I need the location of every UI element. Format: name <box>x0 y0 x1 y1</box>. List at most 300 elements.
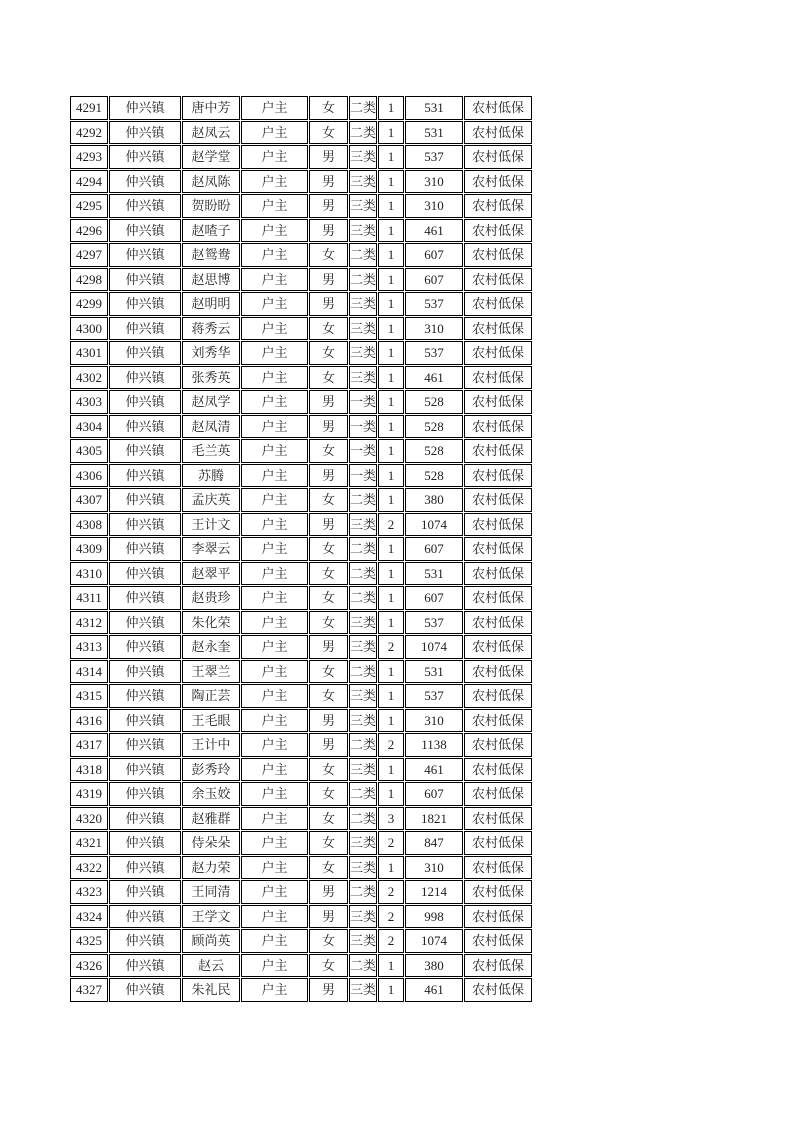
cell-serial: 4318 <box>70 758 108 782</box>
cell-town: 仲兴镇 <box>109 978 181 1002</box>
cell-household-count: 1 <box>378 145 404 169</box>
cell-program: 农村低保 <box>464 243 532 267</box>
cell-household-count: 1 <box>378 978 404 1002</box>
cell-household-count: 2 <box>378 635 404 659</box>
cell-town: 仲兴镇 <box>109 929 181 953</box>
cell-category: 二类 <box>349 880 377 904</box>
cell-relation: 户主 <box>241 562 308 586</box>
cell-amount: 531 <box>405 96 463 120</box>
cell-town: 仲兴镇 <box>109 317 181 341</box>
cell-relation: 户主 <box>241 464 308 488</box>
cell-relation: 户主 <box>241 660 308 684</box>
cell-gender: 女 <box>309 96 348 120</box>
cell-program: 农村低保 <box>464 219 532 243</box>
cell-gender: 女 <box>309 684 348 708</box>
cell-category: 二类 <box>349 243 377 267</box>
cell-relation: 户主 <box>241 439 308 463</box>
table-row <box>70 170 532 194</box>
cell-name: 孟庆英 <box>182 488 240 512</box>
cell-household-count: 1 <box>378 415 404 439</box>
cell-program: 农村低保 <box>464 537 532 561</box>
cell-category: 一类 <box>349 415 377 439</box>
cell-name: 蒋秀云 <box>182 317 240 341</box>
cell-relation: 户主 <box>241 978 308 1002</box>
cell-gender: 女 <box>309 611 348 635</box>
cell-relation: 户主 <box>241 366 308 390</box>
cell-program: 农村低保 <box>464 709 532 733</box>
cell-household-count: 3 <box>378 807 404 831</box>
cell-program: 农村低保 <box>464 292 532 316</box>
cell-program: 农村低保 <box>464 121 532 145</box>
cell-relation: 户主 <box>241 929 308 953</box>
cell-serial: 4314 <box>70 660 108 684</box>
cell-name: 赵雅群 <box>182 807 240 831</box>
cell-relation: 户主 <box>241 341 308 365</box>
cell-serial: 4307 <box>70 488 108 512</box>
cell-household-count: 1 <box>378 439 404 463</box>
cell-relation: 户主 <box>241 684 308 708</box>
cell-town: 仲兴镇 <box>109 170 181 194</box>
table-row <box>70 537 532 561</box>
cell-category: 二类 <box>349 586 377 610</box>
cell-gender: 女 <box>309 121 348 145</box>
cell-name: 王计文 <box>182 513 240 537</box>
cell-amount: 607 <box>405 586 463 610</box>
cell-category: 二类 <box>349 733 377 757</box>
cell-category: 二类 <box>349 954 377 978</box>
cell-gender: 女 <box>309 562 348 586</box>
table-row <box>70 758 532 782</box>
table-row <box>70 513 532 537</box>
cell-name: 赵凤陈 <box>182 170 240 194</box>
cell-gender: 男 <box>309 709 348 733</box>
cell-relation: 户主 <box>241 513 308 537</box>
cell-gender: 男 <box>309 978 348 1002</box>
cell-gender: 男 <box>309 390 348 414</box>
cell-household-count: 1 <box>378 219 404 243</box>
cell-amount: 847 <box>405 831 463 855</box>
cell-program: 农村低保 <box>464 905 532 929</box>
cell-relation: 户主 <box>241 635 308 659</box>
cell-category: 三类 <box>349 929 377 953</box>
cell-town: 仲兴镇 <box>109 537 181 561</box>
cell-household-count: 1 <box>378 537 404 561</box>
cell-serial: 4316 <box>70 709 108 733</box>
cell-amount: 528 <box>405 464 463 488</box>
cell-amount: 461 <box>405 366 463 390</box>
cell-amount: 310 <box>405 709 463 733</box>
cell-amount: 537 <box>405 341 463 365</box>
cell-name: 朱礼民 <box>182 978 240 1002</box>
cell-name: 彭秀玲 <box>182 758 240 782</box>
cell-gender: 男 <box>309 415 348 439</box>
cell-town: 仲兴镇 <box>109 856 181 880</box>
cell-household-count: 2 <box>378 513 404 537</box>
cell-household-count: 1 <box>378 954 404 978</box>
cell-serial: 4313 <box>70 635 108 659</box>
cell-amount: 461 <box>405 758 463 782</box>
cell-relation: 户主 <box>241 96 308 120</box>
cell-name: 顾尚英 <box>182 929 240 953</box>
table-row <box>70 635 532 659</box>
cell-amount: 310 <box>405 170 463 194</box>
table-row <box>70 856 532 880</box>
cell-program: 农村低保 <box>464 635 532 659</box>
cell-category: 三类 <box>349 292 377 316</box>
cell-relation: 户主 <box>241 954 308 978</box>
cell-program: 农村低保 <box>464 488 532 512</box>
cell-relation: 户主 <box>241 268 308 292</box>
cell-serial: 4299 <box>70 292 108 316</box>
cell-household-count: 1 <box>378 562 404 586</box>
cell-program: 农村低保 <box>464 170 532 194</box>
cell-town: 仲兴镇 <box>109 439 181 463</box>
cell-town: 仲兴镇 <box>109 96 181 120</box>
cell-name: 陶正芸 <box>182 684 240 708</box>
cell-household-count: 1 <box>378 488 404 512</box>
cell-relation: 户主 <box>241 586 308 610</box>
cell-serial: 4291 <box>70 96 108 120</box>
table-row <box>70 660 532 684</box>
table-row <box>70 219 532 243</box>
cell-town: 仲兴镇 <box>109 831 181 855</box>
cell-name: 侍朵朵 <box>182 831 240 855</box>
cell-program: 农村低保 <box>464 758 532 782</box>
cell-amount: 531 <box>405 562 463 586</box>
cell-town: 仲兴镇 <box>109 145 181 169</box>
cell-town: 仲兴镇 <box>109 341 181 365</box>
cell-gender: 女 <box>309 488 348 512</box>
cell-gender: 女 <box>309 807 348 831</box>
cell-amount: 528 <box>405 439 463 463</box>
cell-program: 农村低保 <box>464 733 532 757</box>
cell-category: 三类 <box>349 684 377 708</box>
table-row <box>70 341 532 365</box>
cell-relation: 户主 <box>241 758 308 782</box>
cell-serial: 4303 <box>70 390 108 414</box>
cell-category: 三类 <box>349 145 377 169</box>
cell-category: 三类 <box>349 758 377 782</box>
cell-serial: 4320 <box>70 807 108 831</box>
table-row <box>70 831 532 855</box>
cell-category: 三类 <box>349 905 377 929</box>
cell-amount: 528 <box>405 390 463 414</box>
cell-amount: 380 <box>405 488 463 512</box>
cell-serial: 4310 <box>70 562 108 586</box>
cell-amount: 380 <box>405 954 463 978</box>
cell-household-count: 1 <box>378 121 404 145</box>
table-row <box>70 194 532 218</box>
cell-household-count: 1 <box>378 464 404 488</box>
table-row <box>70 366 532 390</box>
cell-gender: 女 <box>309 243 348 267</box>
cell-town: 仲兴镇 <box>109 709 181 733</box>
cell-program: 农村低保 <box>464 439 532 463</box>
cell-amount: 1821 <box>405 807 463 831</box>
cell-amount: 998 <box>405 905 463 929</box>
cell-town: 仲兴镇 <box>109 268 181 292</box>
cell-name: 刘秀华 <box>182 341 240 365</box>
cell-town: 仲兴镇 <box>109 390 181 414</box>
cell-amount: 1074 <box>405 929 463 953</box>
cell-program: 农村低保 <box>464 684 532 708</box>
cell-program: 农村低保 <box>464 268 532 292</box>
table-row <box>70 268 532 292</box>
cell-relation: 户主 <box>241 317 308 341</box>
cell-program: 农村低保 <box>464 807 532 831</box>
cell-category: 三类 <box>349 219 377 243</box>
cell-gender: 男 <box>309 219 348 243</box>
cell-household-count: 2 <box>378 880 404 904</box>
cell-gender: 男 <box>309 635 348 659</box>
cell-program: 农村低保 <box>464 611 532 635</box>
table-row <box>70 880 532 904</box>
table-row <box>70 145 532 169</box>
table-row <box>70 243 532 267</box>
cell-serial: 4311 <box>70 586 108 610</box>
cell-serial: 4296 <box>70 219 108 243</box>
cell-household-count: 1 <box>378 243 404 267</box>
cell-name: 赵贵珍 <box>182 586 240 610</box>
cell-serial: 4324 <box>70 905 108 929</box>
cell-category: 二类 <box>349 537 377 561</box>
cell-name: 赵凤学 <box>182 390 240 414</box>
cell-program: 农村低保 <box>464 390 532 414</box>
table-row <box>70 807 532 831</box>
welfare-table-body <box>70 96 532 1002</box>
cell-amount: 461 <box>405 219 463 243</box>
cell-relation: 户主 <box>241 219 308 243</box>
cell-household-count: 1 <box>378 194 404 218</box>
cell-household-count: 1 <box>378 709 404 733</box>
cell-name: 王学文 <box>182 905 240 929</box>
cell-relation: 户主 <box>241 905 308 929</box>
cell-program: 农村低保 <box>464 513 532 537</box>
cell-category: 三类 <box>349 709 377 733</box>
cell-gender: 男 <box>309 292 348 316</box>
cell-category: 二类 <box>349 782 377 806</box>
cell-gender: 男 <box>309 268 348 292</box>
cell-amount: 1214 <box>405 880 463 904</box>
table-row <box>70 488 532 512</box>
table-row <box>70 464 532 488</box>
cell-name: 赵力荣 <box>182 856 240 880</box>
cell-household-count: 1 <box>378 366 404 390</box>
cell-relation: 户主 <box>241 831 308 855</box>
cell-gender: 男 <box>309 513 348 537</box>
cell-category: 二类 <box>349 96 377 120</box>
cell-name: 赵喳子 <box>182 219 240 243</box>
cell-serial: 4327 <box>70 978 108 1002</box>
cell-program: 农村低保 <box>464 145 532 169</box>
cell-relation: 户主 <box>241 415 308 439</box>
cell-town: 仲兴镇 <box>109 586 181 610</box>
cell-town: 仲兴镇 <box>109 635 181 659</box>
table-row <box>70 121 532 145</box>
cell-program: 农村低保 <box>464 880 532 904</box>
cell-town: 仲兴镇 <box>109 292 181 316</box>
cell-name: 王翠兰 <box>182 660 240 684</box>
cell-town: 仲兴镇 <box>109 219 181 243</box>
cell-town: 仲兴镇 <box>109 880 181 904</box>
cell-category: 三类 <box>349 341 377 365</box>
cell-serial: 4323 <box>70 880 108 904</box>
cell-amount: 310 <box>405 194 463 218</box>
cell-relation: 户主 <box>241 243 308 267</box>
cell-category: 三类 <box>349 978 377 1002</box>
cell-category: 三类 <box>349 513 377 537</box>
cell-serial: 4325 <box>70 929 108 953</box>
cell-gender: 女 <box>309 439 348 463</box>
cell-amount: 528 <box>405 415 463 439</box>
table-row <box>70 586 532 610</box>
cell-amount: 1138 <box>405 733 463 757</box>
cell-gender: 男 <box>309 194 348 218</box>
cell-gender: 男 <box>309 145 348 169</box>
cell-program: 农村低保 <box>464 341 532 365</box>
cell-household-count: 1 <box>378 611 404 635</box>
cell-serial: 4294 <box>70 170 108 194</box>
cell-amount: 607 <box>405 537 463 561</box>
cell-town: 仲兴镇 <box>109 194 181 218</box>
cell-gender: 男 <box>309 464 348 488</box>
cell-serial: 4317 <box>70 733 108 757</box>
cell-gender: 男 <box>309 170 348 194</box>
cell-amount: 537 <box>405 292 463 316</box>
cell-program: 农村低保 <box>464 586 532 610</box>
cell-name: 张秀英 <box>182 366 240 390</box>
cell-serial: 4308 <box>70 513 108 537</box>
cell-amount: 607 <box>405 243 463 267</box>
cell-name: 余玉姣 <box>182 782 240 806</box>
cell-serial: 4326 <box>70 954 108 978</box>
cell-amount: 607 <box>405 782 463 806</box>
cell-household-count: 1 <box>378 782 404 806</box>
cell-name: 赵云 <box>182 954 240 978</box>
cell-serial: 4312 <box>70 611 108 635</box>
cell-serial: 4315 <box>70 684 108 708</box>
cell-town: 仲兴镇 <box>109 954 181 978</box>
cell-relation: 户主 <box>241 145 308 169</box>
cell-relation: 户主 <box>241 537 308 561</box>
cell-serial: 4302 <box>70 366 108 390</box>
cell-category: 一类 <box>349 464 377 488</box>
cell-town: 仲兴镇 <box>109 684 181 708</box>
cell-serial: 4309 <box>70 537 108 561</box>
table-row <box>70 439 532 463</box>
table-row <box>70 611 532 635</box>
cell-town: 仲兴镇 <box>109 562 181 586</box>
cell-amount: 537 <box>405 611 463 635</box>
cell-program: 农村低保 <box>464 782 532 806</box>
cell-gender: 女 <box>309 782 348 806</box>
cell-household-count: 2 <box>378 929 404 953</box>
cell-name: 朱化荣 <box>182 611 240 635</box>
cell-serial: 4292 <box>70 121 108 145</box>
table-row <box>70 292 532 316</box>
cell-relation: 户主 <box>241 611 308 635</box>
cell-category: 三类 <box>349 194 377 218</box>
cell-amount: 531 <box>405 121 463 145</box>
table-row <box>70 954 532 978</box>
table-row <box>70 415 532 439</box>
cell-amount: 310 <box>405 317 463 341</box>
cell-serial: 4306 <box>70 464 108 488</box>
cell-name: 赵思博 <box>182 268 240 292</box>
cell-household-count: 1 <box>378 170 404 194</box>
cell-household-count: 1 <box>378 292 404 316</box>
cell-serial: 4301 <box>70 341 108 365</box>
cell-town: 仲兴镇 <box>109 807 181 831</box>
cell-category: 三类 <box>349 635 377 659</box>
table-row <box>70 562 532 586</box>
cell-name: 赵凤云 <box>182 121 240 145</box>
cell-household-count: 2 <box>378 905 404 929</box>
cell-town: 仲兴镇 <box>109 366 181 390</box>
cell-gender: 女 <box>309 929 348 953</box>
cell-program: 农村低保 <box>464 317 532 341</box>
cell-amount: 1074 <box>405 513 463 537</box>
table-row <box>70 96 532 120</box>
cell-serial: 4297 <box>70 243 108 267</box>
table-row <box>70 978 532 1002</box>
cell-amount: 461 <box>405 978 463 1002</box>
cell-town: 仲兴镇 <box>109 488 181 512</box>
cell-town: 仲兴镇 <box>109 782 181 806</box>
cell-name: 王毛眼 <box>182 709 240 733</box>
cell-gender: 女 <box>309 954 348 978</box>
cell-serial: 4300 <box>70 317 108 341</box>
cell-category: 二类 <box>349 807 377 831</box>
cell-program: 农村低保 <box>464 562 532 586</box>
cell-town: 仲兴镇 <box>109 758 181 782</box>
cell-program: 农村低保 <box>464 660 532 684</box>
cell-household-count: 1 <box>378 684 404 708</box>
cell-category: 三类 <box>349 856 377 880</box>
cell-program: 农村低保 <box>464 978 532 1002</box>
cell-town: 仲兴镇 <box>109 513 181 537</box>
cell-category: 三类 <box>349 170 377 194</box>
cell-category: 三类 <box>349 831 377 855</box>
cell-name: 唐中芳 <box>182 96 240 120</box>
cell-relation: 户主 <box>241 733 308 757</box>
cell-category: 一类 <box>349 390 377 414</box>
table-row <box>70 317 532 341</box>
cell-category: 三类 <box>349 317 377 341</box>
cell-serial: 4293 <box>70 145 108 169</box>
cell-name: 赵凤清 <box>182 415 240 439</box>
cell-relation: 户主 <box>241 390 308 414</box>
cell-household-count: 2 <box>378 831 404 855</box>
cell-relation: 户主 <box>241 488 308 512</box>
cell-gender: 女 <box>309 831 348 855</box>
cell-household-count: 1 <box>378 96 404 120</box>
cell-name: 苏腾 <box>182 464 240 488</box>
cell-program: 农村低保 <box>464 366 532 390</box>
cell-category: 一类 <box>349 439 377 463</box>
cell-town: 仲兴镇 <box>109 611 181 635</box>
cell-gender: 男 <box>309 880 348 904</box>
welfare-table <box>69 95 533 1003</box>
cell-program: 农村低保 <box>464 194 532 218</box>
cell-name: 赵永奎 <box>182 635 240 659</box>
cell-serial: 4319 <box>70 782 108 806</box>
cell-town: 仲兴镇 <box>109 464 181 488</box>
cell-category: 三类 <box>349 611 377 635</box>
cell-category: 二类 <box>349 660 377 684</box>
cell-gender: 女 <box>309 758 348 782</box>
cell-name: 贺盼盼 <box>182 194 240 218</box>
